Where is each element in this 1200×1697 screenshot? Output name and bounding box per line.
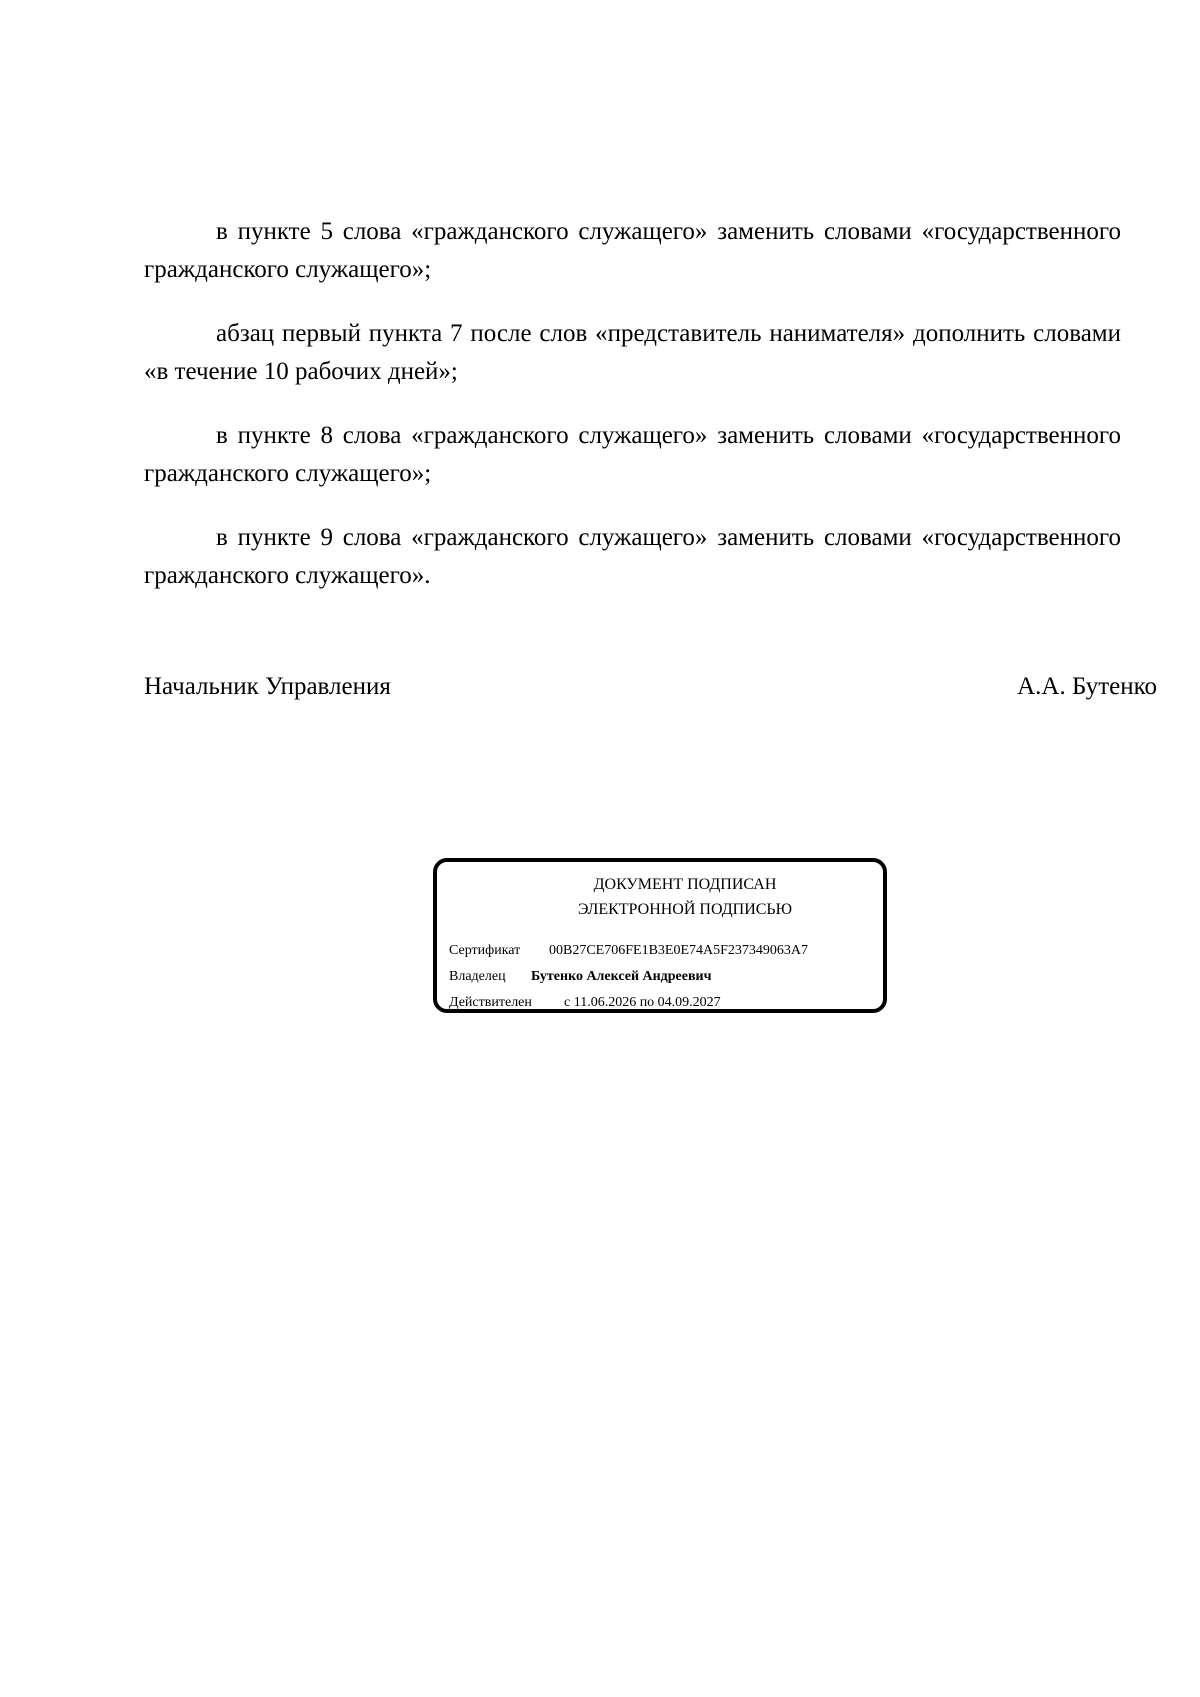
stamp-title-line-1: ДОКУМЕНТ ПОДПИСАН xyxy=(593,876,777,893)
paragraph-item-9: в пункте 9 слова «гражданского служащего» заменить словами «государственного гражданского служащего». xyxy=(144,524,1121,589)
stamp-certificate-row xyxy=(449,938,873,964)
stamp-validity-row xyxy=(449,990,873,1016)
signature-block xyxy=(144,668,1157,706)
stamp-title xyxy=(437,872,883,922)
document-body xyxy=(144,213,1121,621)
certificate-value: 00B27CE706FE1B3E0E74A5F237349063A7 xyxy=(549,943,809,958)
stamp-details xyxy=(449,938,873,1016)
signer-name: А.А. Бутенко xyxy=(1017,673,1157,700)
validity-value: с 11.06.2026 по 04.09.2027 xyxy=(564,995,721,1010)
stamp-title-line-2: ЭЛЕКТРОННОЙ ПОДПИСЬЮ xyxy=(577,901,793,918)
stamp-owner-row xyxy=(449,964,873,990)
certificate-label: Сертификат xyxy=(449,943,521,958)
paragraph-item-8: в пункте 8 слова «гражданского служащего» заменить словами «государственного гражданского служащего»; xyxy=(144,422,1121,487)
owner-label: Владелец xyxy=(449,969,506,984)
electronic-signature-stamp xyxy=(433,858,887,1013)
validity-label: Действителен xyxy=(449,995,532,1010)
paragraph-item-5: в пункте 5 слова «гражданского служащего» заменить словами «государственного гражданского служащего»; xyxy=(144,218,1121,283)
paragraph-item-7: абзац первый пункта 7 после слов «представитель нанимателя» дополнить словами «в течение 10 рабочих дней»; xyxy=(144,320,1121,385)
owner-value: Бутенко Алексей Андреевич xyxy=(531,969,712,984)
signer-position: Начальник Управления xyxy=(144,673,391,700)
